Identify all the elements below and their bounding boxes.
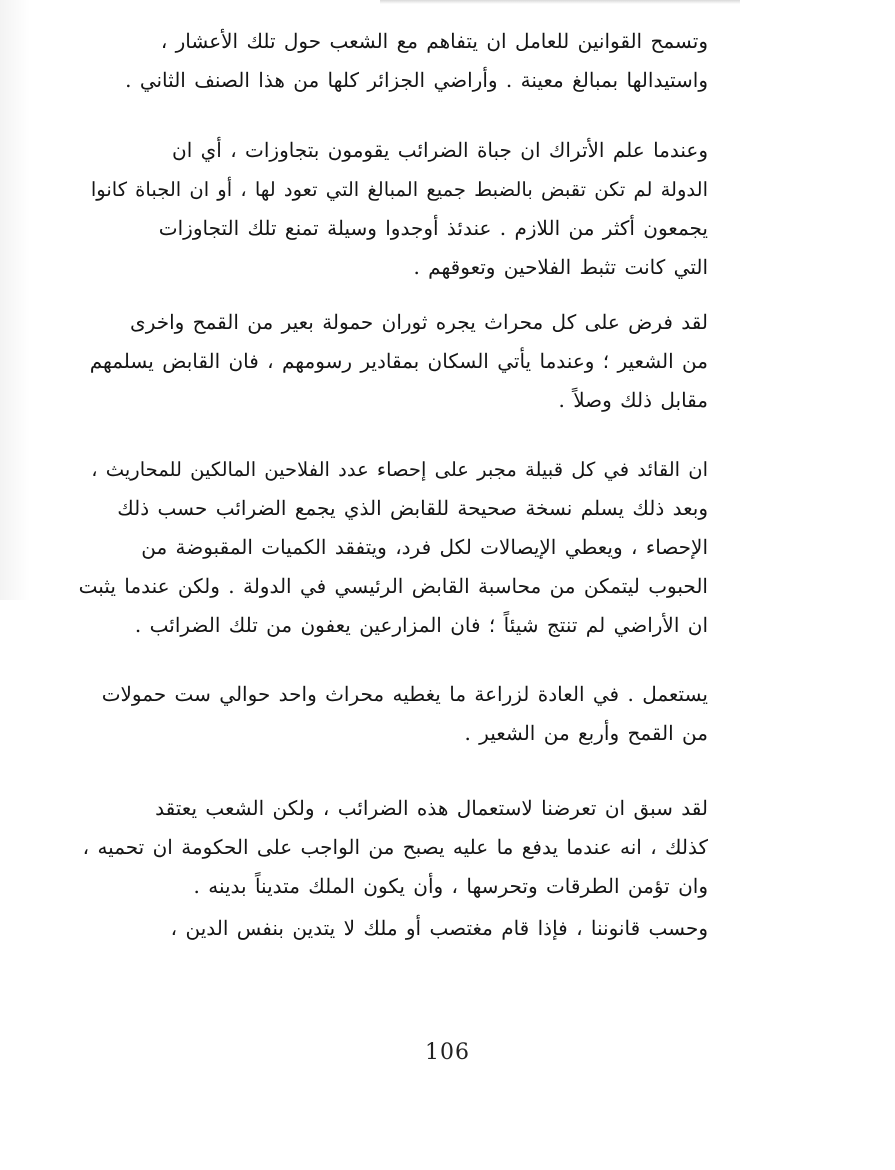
text-line: التي كانت تثبط الفلاحين وتعوقهم .	[413, 255, 708, 279]
text-line: وبعد ذلك يسلم نسخة صحيحة للقابض الذي يجمع الضرائب حسب ذلك	[117, 496, 708, 520]
paragraph-4	[78, 450, 708, 645]
text-line: وعندما علم الأتراك ان جباة الضرائب يقومون بتجاوزات ، أي ان	[172, 138, 708, 162]
text-line: يجمعون أكثر من اللازم . عندئذ أوجدوا وسيلة تمنع تلك التجاوزات	[158, 216, 708, 240]
text-line: الحبوب ليتمكن من محاسبة القابض الرئيسي في الدولة . ولكن عندما يثبت	[78, 574, 708, 598]
scan-top-edge	[380, 0, 740, 4]
text-line: ان القائد في كل قبيلة مجبر على إحصاء عدد الفلاحين المالكين للمحاريث ،	[91, 458, 708, 481]
text-line: وتسمح القوانين للعامل ان يتفاهم مع الشعب حول تلك الأعشار ،	[160, 29, 708, 53]
text-line: واستيدالها بمبالغ معينة . وأراضي الجزائر كلها من هذا الصنف الثاني .	[125, 68, 708, 92]
text-line: وان تؤمن الطرقات وتحرسها ، وأن يكون الملك متديناً بدينه .	[193, 874, 708, 898]
text-line: كذلك ، انه عندما يدفع ما عليه يصبح من الواجب على الحكومة ان تحميه ،	[82, 835, 708, 859]
scan-left-shade	[0, 0, 30, 600]
text-line: وحسب قانوننا ، فإذا قام مغتصب أو ملك لا يتدين بنفس الدين ،	[170, 916, 708, 940]
paragraph-3	[78, 303, 708, 420]
page-number: 106	[425, 1040, 470, 1065]
text-line: الإحصاء ، ويعطي الإيصالات لكل فرد، ويتفقد الكميات المقبوضة من	[141, 535, 708, 559]
text-line: الدولة لم تكن تقبض بالضبط جميع المبالغ التي تعود لها ، أو ان الجباة كانوا	[90, 178, 708, 201]
text-line: لقد فرض على كل محراث يجره ثوران حمولة بعير من القمح واخرى	[130, 310, 708, 334]
text-line: لقد سبق ان تعرضنا لاستعمال هذه الضرائب ، ولكن الشعب يعتقد	[155, 796, 708, 820]
paragraph-5	[78, 675, 708, 753]
text-line: من الشعير ؛ وعندما يأتي السكان بمقادير رسومهم ، فان القابض يسلمهم	[89, 349, 708, 373]
text-line: ان الأراضي لم تنتج شيئاً ؛ فان المزارعين يعفون من تلك الضرائب .	[134, 613, 708, 637]
paragraph-1	[78, 22, 708, 100]
paragraph-6	[78, 789, 708, 906]
text-line: مقابل ذلك وصلاً .	[558, 388, 708, 412]
paragraph-7	[78, 909, 708, 948]
text-line: يستعمل . في العادة لزراعة ما يغطيه محراث واحد حوالي ست حمولات	[101, 682, 708, 706]
text-line: من القمح وأربع من الشعير .	[464, 721, 708, 745]
paragraph-2	[78, 131, 708, 287]
